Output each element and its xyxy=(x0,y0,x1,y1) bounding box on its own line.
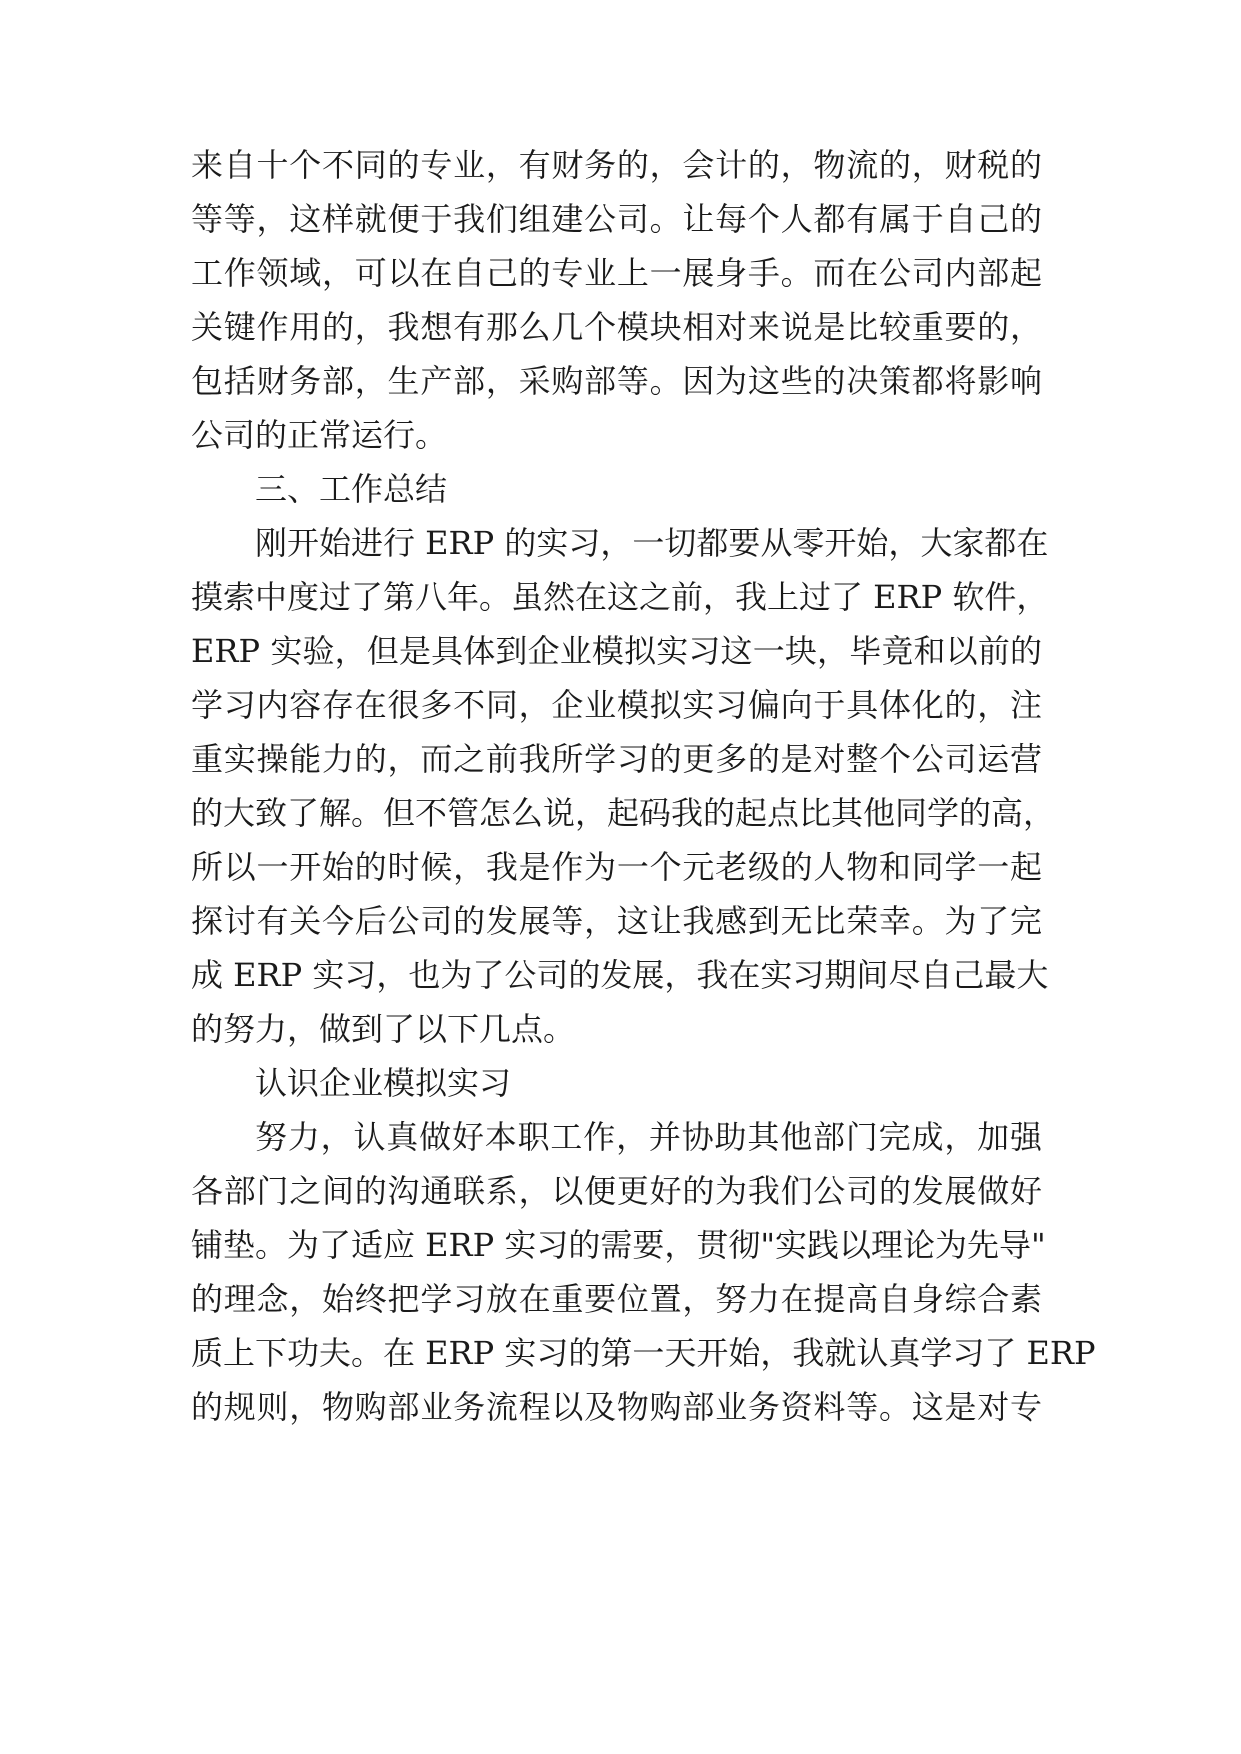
text-line: 关键作用的，我想有那么几个模块相对来说是比较重要的， xyxy=(191,308,1042,346)
text-line: 公司的正常运行。 xyxy=(191,416,448,454)
text-line: 摸索中度过了第八年。虽然在这之前，我上过了 ERP 软件， xyxy=(191,578,1049,616)
text-line: 成 ERP 实习，也为了公司的发展，我在实习期间尽自己最大 xyxy=(191,956,1049,994)
text-line: ERP 实验，但是具体到企业模拟实习这一块，毕竟和以前的 xyxy=(191,632,1042,670)
text-line: 探讨有关今后公司的发展等，这让我感到无比荣幸。为了完 xyxy=(191,902,1042,940)
section-heading: 三、工作总结 xyxy=(255,470,448,508)
text-line: 各部门之间的沟通联系，以便更好的为我们公司的发展做好 xyxy=(191,1172,1042,1210)
text-line: 学习内容存在很多不同，企业模拟实习偏向于具体化的，注 xyxy=(191,686,1042,724)
paragraph-first-line: 刚开始进行 ERP 的实习，一切都要从零开始，大家都在 xyxy=(255,524,1049,562)
text-line: 等等，这样就便于我们组建公司。让每个人都有属于自己的 xyxy=(191,200,1042,238)
text-line: 的大致了解。但不管怎么说，起码我的起点比其他同学的高， xyxy=(191,794,1056,832)
text-line: 铺垫。为了适应 ERP 实习的需要，贯彻"实践以理论为先导" xyxy=(191,1226,1046,1264)
text-line: 重实操能力的，而之前我所学习的更多的是对整个公司运营 xyxy=(191,740,1042,778)
text-line: 工作领域，可以在自己的专业上一展身手。而在公司内部起 xyxy=(191,254,1042,292)
text-line: 来自十个不同的专业，有财务的，会计的，物流的，财税的 xyxy=(191,146,1042,184)
text-line: 质上下功夫。在 ERP 实习的第一天开始，我就认真学习了 ERP xyxy=(191,1334,1096,1372)
text-line: 所以一开始的时候，我是作为一个元老级的人物和同学一起 xyxy=(191,848,1042,886)
text-line: 的努力，做到了以下几点。 xyxy=(191,1010,576,1048)
text-line: 的理念，始终把学习放在重要位置，努力在提高自身综合素 xyxy=(191,1280,1042,1318)
subsection-heading: 认识企业模拟实习 xyxy=(255,1064,512,1102)
paragraph-first-line: 努力，认真做好本职工作，并协助其他部门完成，加强 xyxy=(255,1118,1042,1156)
text-line: 包括财务部，生产部，采购部等。因为这些的决策都将影响 xyxy=(191,362,1042,400)
text-line: 的规则，物购部业务流程以及物购部业务资料等。这是对专 xyxy=(191,1388,1042,1426)
